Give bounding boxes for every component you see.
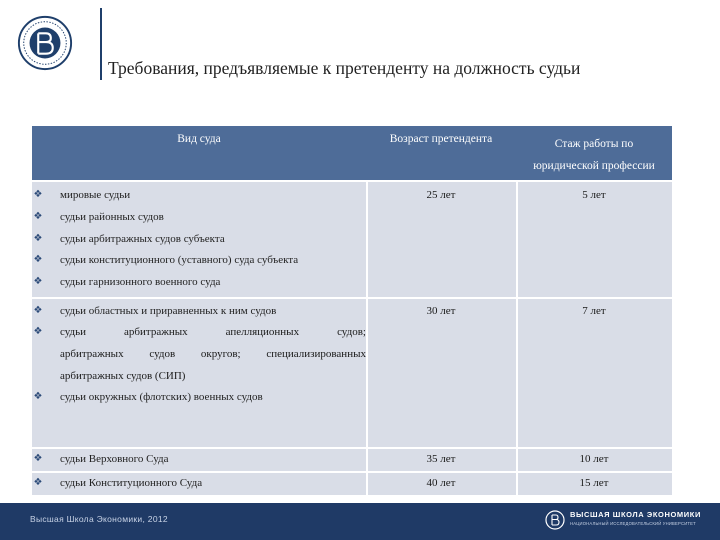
- diamond-bullet-icon: ❖: [33, 254, 43, 265]
- table-row-group: ❖ судьи Конституционного Суда 40 лет 15 лет: [32, 471, 672, 495]
- age-value: 35 лет: [426, 453, 456, 465]
- age-value: 25 лет: [426, 189, 456, 201]
- table-header: [32, 126, 672, 180]
- footer-logo-name: ВЫСШАЯ ШКОЛА ЭКОНОМИКИ: [570, 510, 701, 519]
- age-value: 40 лет: [426, 477, 456, 489]
- hse-logo: [16, 14, 74, 72]
- experience-value: 15 лет: [579, 477, 609, 489]
- table-row-group: ❖ судьи Верховного Суда 35 лет 10 лет: [32, 447, 672, 471]
- experience-value: 5 лет: [582, 189, 606, 201]
- diamond-bullet-icon: ❖: [33, 276, 43, 287]
- footer-bar: [0, 503, 720, 540]
- column-header-court-type: Вид суда: [177, 133, 221, 145]
- diamond-bullet-icon: ❖: [33, 391, 43, 402]
- header-divider: [100, 8, 102, 80]
- diamond-bullet-icon: ❖: [33, 233, 43, 244]
- page-title: Требования, предъявляемые к претенденту на должность судьи: [108, 58, 581, 78]
- experience-value: 7 лет: [582, 305, 606, 317]
- diamond-bullet-icon: ❖: [33, 453, 43, 464]
- table-row-group: ❖ мировые судьи ❖ судьи районных судов ❖ судьи арбитражных судов субъекта ❖ судьи конституционного (уставного) суда субъекта ❖ судьи гарнизонного военного суда 25 лет 5 лет: [32, 180, 672, 297]
- list-item-line: судьи арбитражных апелляционных судов;: [60, 326, 366, 338]
- column-header-age: Возраст претендента: [389, 133, 493, 145]
- diamond-bullet-icon: ❖: [33, 189, 43, 200]
- diamond-bullet-icon: ❖: [33, 305, 43, 316]
- table-row-group: ❖ судьи областных и приравненных к ним судов ❖ судьи арбитражных апелляционных судов; арбитражных судов округов; специализированных арбитражных судов (СИП) ❖ судьи окружных (флотских) военных судов 30 лет 7 лет: [32, 297, 672, 447]
- list-item-line: арбитражных судов (СИП): [60, 370, 186, 382]
- experience-value: 10 лет: [579, 453, 609, 465]
- requirements-table: [32, 126, 672, 495]
- list-item-line: арбитражных судов округов; специализированных: [60, 348, 366, 360]
- diamond-bullet-icon: ❖: [33, 477, 43, 488]
- column-header-experience: Стаж работы по юридической профессии: [533, 138, 655, 172]
- footer-text: Высшая Школа Экономики, 2012: [30, 514, 168, 524]
- footer-logo-subtitle: НАЦИОНАЛЬНЫЙ ИССЛЕДОВАТЕЛЬСКИЙ УНИВЕРСИТЕТ: [570, 521, 696, 526]
- age-value: 30 лет: [426, 305, 456, 317]
- hse-logo-small-icon: [545, 509, 565, 531]
- diamond-bullet-icon: ❖: [33, 211, 43, 222]
- diamond-bullet-icon: ❖: [33, 326, 43, 337]
